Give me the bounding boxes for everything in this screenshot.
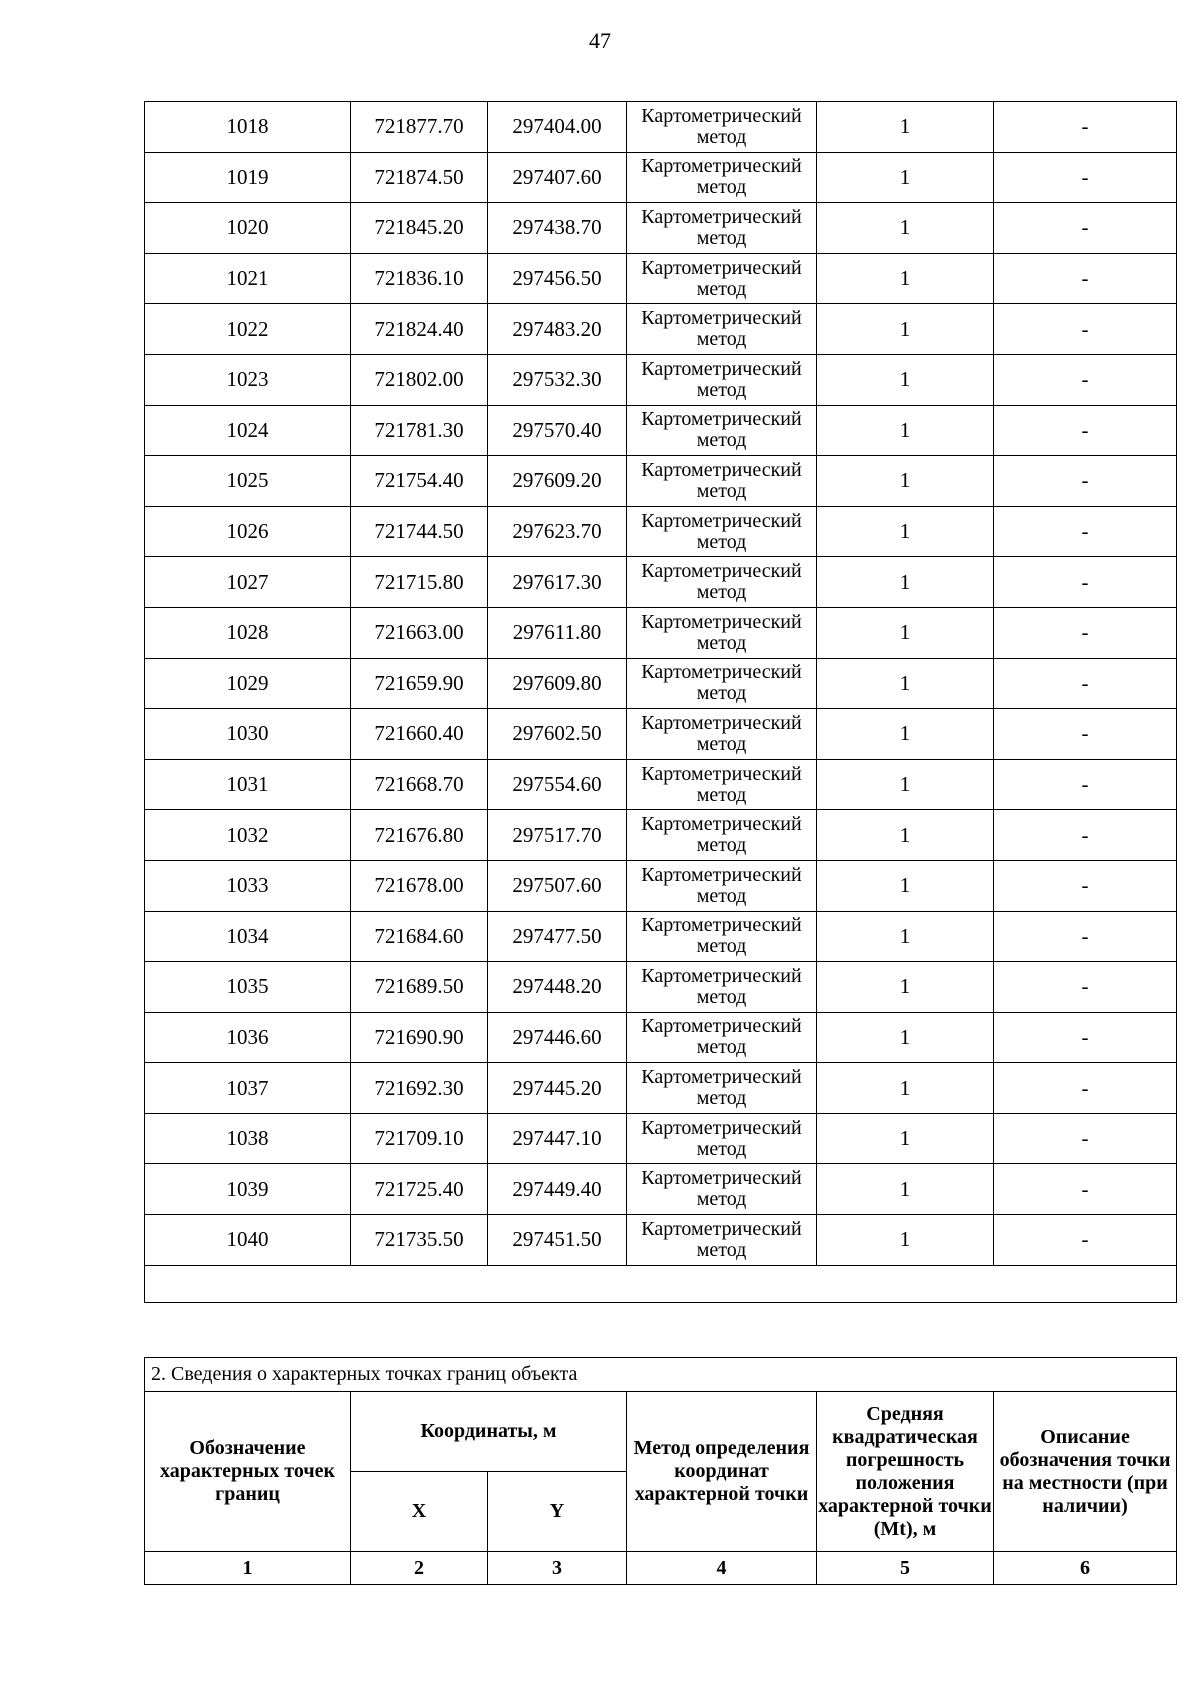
point-id-cell: 1039 <box>145 1164 351 1215</box>
coord-x-cell: 721802.00 <box>351 354 488 405</box>
mean-error-cell: 1 <box>817 1063 994 1114</box>
point-id-cell: 1038 <box>145 1113 351 1164</box>
method-cell: Картометрический метод <box>627 1164 817 1215</box>
empty-cell <box>145 1265 1177 1302</box>
mean-error-cell: 1 <box>817 405 994 456</box>
description-cell: - <box>994 1012 1177 1063</box>
mean-error-cell: 1 <box>817 1215 994 1266</box>
table-row <box>145 658 1177 709</box>
point-id-cell: 1035 <box>145 962 351 1013</box>
mean-error-cell: 1 <box>817 203 994 254</box>
header-x: X <box>351 1472 488 1552</box>
mean-error-cell: 1 <box>817 557 994 608</box>
table-row <box>145 152 1177 203</box>
mean-error-cell: 1 <box>817 152 994 203</box>
points-table-body <box>145 102 1177 1303</box>
coord-y-cell: 297448.20 <box>488 962 627 1013</box>
coord-y-cell: 297407.60 <box>488 152 627 203</box>
method-cell: Картометрический метод <box>627 304 817 355</box>
mean-error-cell: 1 <box>817 456 994 507</box>
description-cell: - <box>994 152 1177 203</box>
coord-y-cell: 297483.20 <box>488 304 627 355</box>
coord-x-cell: 721668.70 <box>351 759 488 810</box>
coord-x-cell: 721678.00 <box>351 860 488 911</box>
point-id-cell: 1021 <box>145 253 351 304</box>
description-cell: - <box>994 1164 1177 1215</box>
method-cell: Картометрический метод <box>627 354 817 405</box>
table-row <box>145 607 1177 658</box>
method-cell: Картометрический метод <box>627 658 817 709</box>
description-cell: - <box>994 860 1177 911</box>
description-cell: - <box>994 709 1177 760</box>
table-row <box>145 1113 1177 1164</box>
coord-y-cell: 297456.50 <box>488 253 627 304</box>
method-cell: Картометрический метод <box>627 203 817 254</box>
table-row <box>145 102 1177 153</box>
point-id-cell: 1023 <box>145 354 351 405</box>
point-id-cell: 1024 <box>145 405 351 456</box>
mean-error-cell: 1 <box>817 1164 994 1215</box>
header-description: Описание обозначения точки на местности (при наличии) <box>994 1392 1177 1552</box>
description-cell: - <box>994 506 1177 557</box>
method-cell: Картометрический метод <box>627 962 817 1013</box>
mean-error-cell: 1 <box>817 102 994 153</box>
coord-x-cell: 721660.40 <box>351 709 488 760</box>
method-cell: Картометрический метод <box>627 709 817 760</box>
coord-y-cell: 297602.50 <box>488 709 627 760</box>
point-id-cell: 1040 <box>145 1215 351 1266</box>
coord-x-cell: 721877.70 <box>351 102 488 153</box>
description-cell: - <box>994 304 1177 355</box>
mean-error-cell: 1 <box>817 658 994 709</box>
method-cell: Картометрический метод <box>627 102 817 153</box>
point-id-cell: 1036 <box>145 1012 351 1063</box>
coord-x-cell: 721689.50 <box>351 962 488 1013</box>
table-row <box>145 506 1177 557</box>
mean-error-cell: 1 <box>817 253 994 304</box>
coord-y-cell: 297507.60 <box>488 860 627 911</box>
coord-y-cell: 297611.80 <box>488 607 627 658</box>
page-number: 47 <box>589 28 611 53</box>
coord-y-cell: 297449.40 <box>488 1164 627 1215</box>
coord-x-cell: 721663.00 <box>351 607 488 658</box>
method-cell: Картометрический метод <box>627 1215 817 1266</box>
table-row <box>145 1012 1177 1063</box>
mean-error-cell: 1 <box>817 304 994 355</box>
table-row <box>145 1063 1177 1114</box>
point-id-cell: 1018 <box>145 102 351 153</box>
coord-x-cell: 721676.80 <box>351 810 488 861</box>
point-id-cell: 1028 <box>145 607 351 658</box>
description-cell: - <box>994 405 1177 456</box>
table-row <box>145 203 1177 254</box>
point-id-cell: 1029 <box>145 658 351 709</box>
coord-y-cell: 297445.20 <box>488 1063 627 1114</box>
method-cell: Картометрический метод <box>627 152 817 203</box>
description-cell: - <box>994 658 1177 709</box>
header-coordinates: Координаты, м <box>351 1392 627 1472</box>
header-method: Метод определения координат характерной точки <box>627 1392 817 1552</box>
empty-row <box>145 1265 1177 1302</box>
table-row <box>145 405 1177 456</box>
coord-y-cell: 297451.50 <box>488 1215 627 1266</box>
mean-error-cell: 1 <box>817 962 994 1013</box>
coord-y-cell: 297477.50 <box>488 911 627 962</box>
mean-error-cell: 1 <box>817 607 994 658</box>
description-cell: - <box>994 759 1177 810</box>
point-id-cell: 1032 <box>145 810 351 861</box>
mean-error-cell: 1 <box>817 911 994 962</box>
coord-y-cell: 297438.70 <box>488 203 627 254</box>
description-cell: - <box>994 607 1177 658</box>
description-cell: - <box>994 354 1177 405</box>
coord-y-cell: 297609.80 <box>488 658 627 709</box>
coord-x-cell: 721715.80 <box>351 557 488 608</box>
coord-x-cell: 721690.90 <box>351 1012 488 1063</box>
method-cell: Картометрический метод <box>627 253 817 304</box>
coord-y-cell: 297517.70 <box>488 810 627 861</box>
point-id-cell: 1031 <box>145 759 351 810</box>
point-id-cell: 1022 <box>145 304 351 355</box>
coord-y-cell: 297447.10 <box>488 1113 627 1164</box>
column-number-2: 2 <box>351 1552 488 1585</box>
coord-y-cell: 297554.60 <box>488 759 627 810</box>
table-row <box>145 860 1177 911</box>
point-id-cell: 1033 <box>145 860 351 911</box>
description-cell: - <box>994 253 1177 304</box>
coord-x-cell: 721781.30 <box>351 405 488 456</box>
table-row <box>145 810 1177 861</box>
table-row <box>145 962 1177 1013</box>
points-table <box>144 101 1177 1303</box>
table-row <box>145 759 1177 810</box>
coord-x-cell: 721874.50 <box>351 152 488 203</box>
coord-y-cell: 297617.30 <box>488 557 627 608</box>
column-number-6: 6 <box>994 1552 1177 1585</box>
method-cell: Картометрический метод <box>627 607 817 658</box>
method-cell: Картометрический метод <box>627 860 817 911</box>
coord-x-cell: 721836.10 <box>351 253 488 304</box>
mean-error-cell: 1 <box>817 810 994 861</box>
header-y: Y <box>488 1472 627 1552</box>
table-row <box>145 557 1177 608</box>
description-cell: - <box>994 1113 1177 1164</box>
coord-y-cell: 297446.60 <box>488 1012 627 1063</box>
method-cell: Картометрический метод <box>627 911 817 962</box>
coord-x-cell: 721725.40 <box>351 1164 488 1215</box>
table-row <box>145 354 1177 405</box>
method-cell: Картометрический метод <box>627 557 817 608</box>
coord-y-cell: 297404.00 <box>488 102 627 153</box>
column-number-3: 3 <box>488 1552 627 1585</box>
point-id-cell: 1034 <box>145 911 351 962</box>
table-row <box>145 911 1177 962</box>
coord-x-cell: 721845.20 <box>351 203 488 254</box>
coord-x-cell: 721709.10 <box>351 1113 488 1164</box>
point-id-cell: 1025 <box>145 456 351 507</box>
description-cell: - <box>994 1063 1177 1114</box>
mean-error-cell: 1 <box>817 1012 994 1063</box>
mean-error-cell: 1 <box>817 354 994 405</box>
description-cell: - <box>994 102 1177 153</box>
table-row <box>145 709 1177 760</box>
mean-error-cell: 1 <box>817 1113 994 1164</box>
description-cell: - <box>994 1215 1177 1266</box>
mean-error-cell: 1 <box>817 709 994 760</box>
coord-x-cell: 721692.30 <box>351 1063 488 1114</box>
method-cell: Картометрический метод <box>627 1063 817 1114</box>
point-id-cell: 1026 <box>145 506 351 557</box>
method-cell: Картометрический метод <box>627 1012 817 1063</box>
method-cell: Картометрический метод <box>627 759 817 810</box>
method-cell: Картометрический метод <box>627 810 817 861</box>
table-row <box>145 456 1177 507</box>
table-row <box>145 253 1177 304</box>
method-cell: Картометрический метод <box>627 506 817 557</box>
description-cell: - <box>994 911 1177 962</box>
point-id-cell: 1037 <box>145 1063 351 1114</box>
coord-x-cell: 721754.40 <box>351 456 488 507</box>
coord-x-cell: 721824.40 <box>351 304 488 355</box>
point-id-cell: 1020 <box>145 203 351 254</box>
coord-x-cell: 721684.60 <box>351 911 488 962</box>
coord-y-cell: 297570.40 <box>488 405 627 456</box>
coord-x-cell: 721744.50 <box>351 506 488 557</box>
column-number-1: 1 <box>145 1552 351 1585</box>
mean-error-cell: 1 <box>817 506 994 557</box>
coord-y-cell: 297532.30 <box>488 354 627 405</box>
mean-error-cell: 1 <box>817 860 994 911</box>
description-cell: - <box>994 203 1177 254</box>
section2-table <box>144 1357 1177 1585</box>
method-cell: Картометрический метод <box>627 405 817 456</box>
coord-x-cell: 721659.90 <box>351 658 488 709</box>
description-cell: - <box>994 962 1177 1013</box>
mean-error-cell: 1 <box>817 759 994 810</box>
method-cell: Картометрический метод <box>627 1113 817 1164</box>
method-cell: Картометрический метод <box>627 456 817 507</box>
coord-y-cell: 297623.70 <box>488 506 627 557</box>
section2-title: 2. Сведения о характерных точках границ объекта <box>145 1358 1177 1392</box>
description-cell: - <box>994 456 1177 507</box>
column-number-4: 4 <box>627 1552 817 1585</box>
table-row <box>145 1164 1177 1215</box>
table-row <box>145 1215 1177 1266</box>
header-mean-error: Средняя квадратическая погрешность положения характерной точки (Mt), м <box>817 1392 994 1552</box>
point-id-cell: 1030 <box>145 709 351 760</box>
coord-x-cell: 721735.50 <box>351 1215 488 1266</box>
point-id-cell: 1027 <box>145 557 351 608</box>
coord-y-cell: 297609.20 <box>488 456 627 507</box>
column-number-5: 5 <box>817 1552 994 1585</box>
table-row <box>145 304 1177 355</box>
description-cell: - <box>994 557 1177 608</box>
point-id-cell: 1019 <box>145 152 351 203</box>
header-point-designation: Обозначение характерных точек границ <box>145 1392 351 1552</box>
description-cell: - <box>994 810 1177 861</box>
